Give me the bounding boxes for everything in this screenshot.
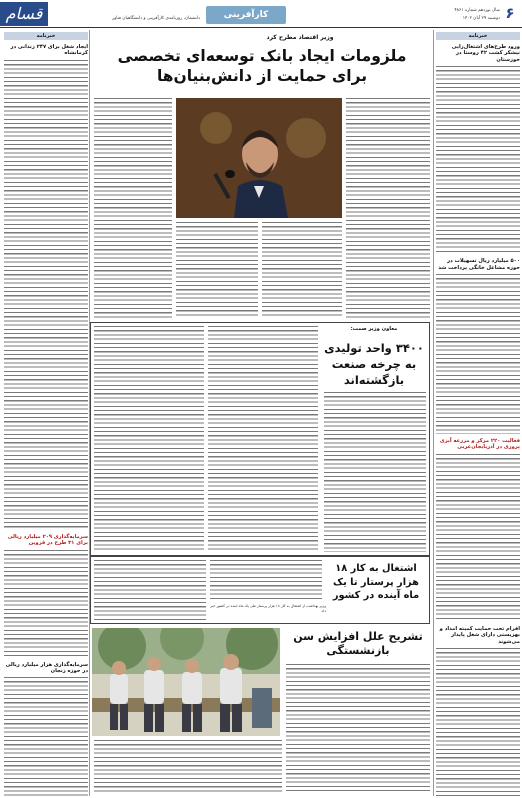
left-article-1-body — [4, 60, 88, 530]
right-column-tag: خبرنامه — [436, 32, 520, 40]
left-headline-1[interactable]: ایجاد شغل برای ۲۴۷ زندانی در کرمانشاه — [10, 44, 88, 57]
right-headline-4[interactable]: افرام تحت حمایت کمیته امداد و بهزیستی دارای شغل پایدار می‌شوند — [439, 625, 520, 645]
page-number: ۶ — [505, 4, 515, 22]
lead-headline[interactable] — [94, 46, 430, 86]
right-article-2-body — [436, 274, 520, 434]
issue-number: سال نوزدهم شماره ۴۸۶۱ — [454, 8, 500, 13]
left-news-column — [4, 32, 88, 796]
pension-body-col-2 — [94, 740, 282, 794]
right-article-3-body — [436, 454, 520, 622]
employment-body-col-2 — [94, 560, 206, 620]
header-rule — [0, 27, 522, 28]
lead-body-col-4 — [94, 98, 172, 318]
left-headline-2[interactable]: سرمایه‌گذاری ۲۰۹ میلیارد ریالی برای ۳۱ طرح در قزوین — [7, 533, 88, 547]
vp-body-col-2 — [208, 326, 318, 552]
issue-date: دوشنبه ۲۹ آبان ۱۴۰۲ — [462, 16, 500, 21]
employment-headline[interactable]: اشتغال به کار ۱۸ هزار پرستار تا یک ماه آینده در کشور — [332, 563, 420, 601]
lead-headline-line-2: برای حمایت از دانش‌بنیان‌ها — [156, 67, 368, 85]
vp-kicker: معاون وزیر صمت: — [350, 326, 398, 332]
employment-subtitle: وزیر بهداشت از اشتغال به کار ۱۸ هزار پرستار طی یک ماه آینده در کشور خبر داد. — [210, 604, 326, 613]
lead-body-col-2 — [262, 222, 342, 318]
employment-body-col-1 — [210, 560, 322, 602]
newspaper-logo: قسام — [0, 2, 48, 26]
right-article-1-body — [436, 66, 520, 254]
left-column-tag: خبرنامه — [4, 32, 88, 40]
vp-body-col-3 — [94, 326, 204, 552]
tagline: دانشمان، روزنامه‌ی کارآفرینی و دانشگاهیان فناور — [112, 16, 200, 21]
right-headline-1[interactable]: ورود طرح‌های اشتغال‌زایی نیشکر کشت ۴۲ روستا در خوزستان — [451, 44, 520, 63]
vp-body-col-1 — [324, 392, 426, 552]
right-headline-3[interactable]: فعالیت ۲۲۰ مرکز و مزرعه آبزی پروری در آذربایجان‌غربی — [439, 438, 520, 451]
section-tag: کارآفرینی — [206, 6, 286, 24]
retirees-photo — [92, 628, 280, 736]
retirees-photo-svg — [92, 628, 280, 736]
pension-headline[interactable]: تشریح علل افزایش سن بازنشستگی — [293, 630, 423, 657]
lead-body-col-3 — [176, 222, 258, 318]
lead-body-col-1 — [346, 98, 430, 318]
left-headline-3[interactable]: سرمایه‌گذاری هزار میلیارد ریالی در حوزه زنجان — [5, 661, 88, 675]
right-headline-2[interactable]: ۵۰۰ میلیارد ریال تسهیلات در حوزه مشاغل خانگی پرداخت شد — [438, 258, 520, 271]
right-news-column — [436, 32, 520, 796]
column-rule — [433, 30, 434, 796]
vp-headline[interactable]: ۳۴۰۰ واحد تولیدی به چرخه صنعت بازگشته‌اند — [324, 341, 424, 387]
left-article-3-body — [4, 677, 88, 797]
lead-headline-line-1: ملزومات ایجاد بانک توسعه‌ای تخصصی — [117, 47, 407, 65]
left-article-2-body — [4, 550, 88, 658]
right-article-4-body — [436, 648, 520, 798]
minister-portrait-photo-svg — [176, 98, 342, 218]
lead-kicker: وزیر اقتصاد مطرح کرد — [266, 34, 334, 41]
minister-portrait-photo — [176, 98, 342, 218]
pension-body-col-1 — [286, 664, 430, 794]
